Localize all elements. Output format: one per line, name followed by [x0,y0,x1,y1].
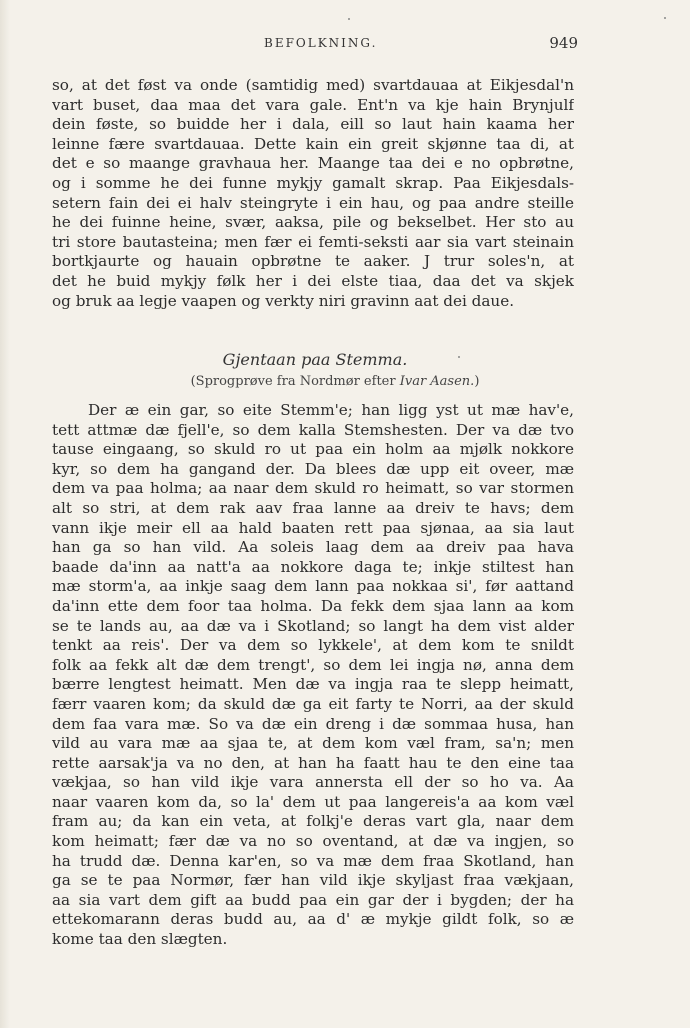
text-line: dem va paa holma; aa naar dem skuld ro heimatt, so var stormen [52,479,574,498]
text-line: kom heimatt; fær dæ va no so oventand, at dæ va ingjen, so [52,832,574,851]
text-line: aa sia vart dem gift aa budd paa ein gar der i bygden; der ha [52,890,574,909]
text-line: naar vaaren kom da, so la' dem ut paa langereis'a aa kom væl [52,792,574,811]
text-line: rette aarsak'ja va no den, at han ha faatt hau te den eine taa [52,753,574,772]
text-line: mæ storm'a, aa inkje saag dem lann paa nokkaa si', før aattand [52,577,574,596]
running-header [52,36,578,56]
text-line: da'inn ette dem foor taa holma. Da fekk dem sjaa lann aa kom [52,596,574,615]
text-line: færr vaaren kom; da skuld dæ ga eit farty te Norri, aa der skuld [52,694,574,713]
text-line: ga se te paa Normør, fær han vild ikje skyljast fraa vækjaan, [52,871,574,890]
text-line: tett attmæ dæ fjell'e, so dem kalla Stemshesten. Der va dæ tvo [52,420,574,439]
section-title: Gjentaan paa Stemma. [222,350,408,369]
text-line: han ga so han vild. Aa soleis laag dem aa dreiv paa hava [52,538,574,557]
text-line: alt so stri, at dem rak aav fraa lanne aa dreiv te havs; dem [52,498,574,517]
text-line: bærre lengtest heimatt. Men dæ va ingja raa te slepp heimatt, [52,675,574,694]
text-line: folk aa fekk alt dæ dem trengt', so dem lei ingja nø, anna dem [52,655,574,674]
text-line: so, at det føst va onde (samtidig med) svartdauaa at Eikjesdal'n [52,76,574,94]
speck-mark [664,17,666,19]
text-line: tause eingaang, so skuld ro ut paa ein holm aa mjølk nokkore [52,440,574,459]
text-line: ettekomarann deras budd au, aa d' æ mykje gildt folk, so æ [52,910,574,929]
text-line: og bruk aa legje vaapen og verkty niri gravinn aat dei daue. [52,291,515,310]
text-line: bortkjaurte og hauain opbrøtne te aaker. J trur soles'n, at [52,252,574,271]
text-line: ha trudd dæ. Denna kar'en, so va mæ dem fraa Skotland, han [52,851,574,870]
text-line: setern fain dei ei halv steingryte i ein hau, og paa andre steille [52,193,574,212]
text-line: det he buid mykjy følk her i dei elste tiaa, daa det va skjek [52,271,574,290]
text-line: Der æ ein gar, so eite Stemm'e; han ligg yst ut mæ hav'e, [88,401,574,419]
text-line: kyr, so dem ha gangand der. Da blees dæ upp eit oveer, mæ [52,459,574,478]
text-line: tenkt aa reis'. Der va dem so lykkele', at dem kom te snildt [52,636,574,655]
subtitle-suffix: ) [474,374,480,389]
subtitle-author: Ivar Aasen. [399,374,475,389]
text-line: vækjaa, so han vild ikje vara annersta ell der so ho va. Aa [52,773,574,792]
text-line: vann ikje meir ell aa hald baaten rett paa sjønaa, aa sia laut [52,518,574,537]
text-line: he dei fuinne heine, svær, aaksa, pile og bekselbet. Her sto au [52,213,574,232]
section-subtitle [0,374,670,389]
subtitle-prefix: (Sprogprøve fra Nordmør efter [190,374,400,389]
text-line: dem faa vara mæ. So va dæ ein dreng i dæ sommaa husa, han [52,714,574,733]
page-number: 949 [549,34,578,52]
text-line: tri store bautasteina; men fær ei femti-seksti aar sia vart steinain [52,232,574,251]
text-line: vart buset, daa maa det vara gale. Ent'n va kje hain Brynjulf [52,95,574,114]
running-title: BEFOLKNING. [264,36,378,50]
text-line: det e so maange gravhaua her. Maange taa dei e no opbrøtne, [52,154,574,173]
paragraph-2 [52,401,574,950]
text-line: baade da'inn aa natt'a aa nokkore daga te; inkje stiltest han [52,557,574,576]
speck-mark [348,18,350,20]
text-line: se te lands au, aa dæ va i Skotland; so langt ha dem vist alder [52,616,574,635]
text-line: dein føste, so buidde her i dala, eill so laut hain kaama her [52,115,574,134]
speck-mark [458,356,460,358]
text-line: og i somme he dei funne mykjy gamalt skrap. Paa Eikjesdals- [52,173,574,192]
text-line: kome taa den slægten. [52,930,228,949]
text-line: vild au vara mæ aa sjaa te, at dem kom væl fram, sa'n; men [52,734,574,753]
text-line: leinne fære svartdauaa. Dette kain ein greit skjønne taa di, at [52,134,574,153]
page-edge [0,0,10,1028]
text-line: fram au; da kan ein veta, at folkj'e deras vart gla, naar dem [52,812,574,831]
paragraph-1 [52,76,574,311]
